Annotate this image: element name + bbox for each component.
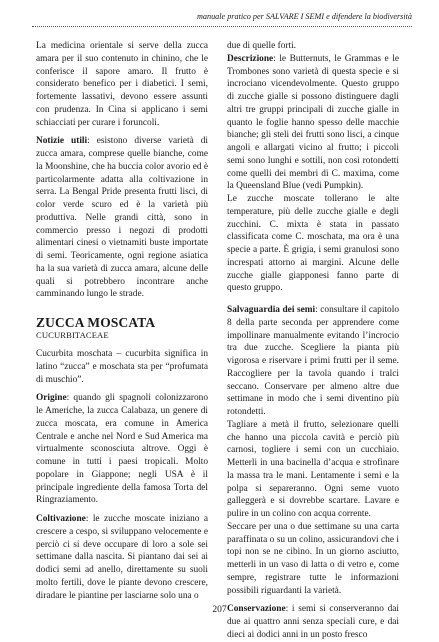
useful-notes-text: : esistono diverse varietà di zucca amara, comprese quelle bianche, come la Moonshine, che ha buccia color avorio ed è particolarmente adatta alla coltivazione in serra. La Bengal Pride presenta frutti lisci, di color verde scuro ed è la varietà più produttiva. Nelle grandi città, sono in commercio presso i negozi di prodotti alimentari cinesi o vietnamiti buste importate di semi. Teoricamente, ogni regione asiatica ha la sua varietà di zucca amara, alcune delle quali si potrebbero incontrare anche camminando lungo le strade. [36, 136, 209, 300]
page-number: 207 [212, 605, 227, 615]
running-header-title: manuale pratico per SALVARE I SEMI e difendere la biodiversità [196, 12, 412, 21]
origin-text: : quando gli spagnoli colonizzarono le Americhe, la zucca Calabaza, un genere di zucca moscata, era comune in America Centrale e anche nel Nord e Sud America ma virtualmente sconosciuta altrove. Oggi è comune in tutti i paesi tropicali. Molto popolare in Giappone; negli USA è il principale ingrediente della famosa Torta del Ringraziamento. [36, 393, 208, 506]
seed-saving-text: : consultare il capitolo 8 della parte seconda per apprendere come impollinare manualmente evitando l’incrocio tra due zucche. Scegliere la pianta più vigorosa e riservare i primi frutti per il seme. Raccogliere per la tavola quando i tralci seccano. Conservare per almeno altre due settimane in modo che i semi diventino più rotondetti. [227, 305, 399, 417]
section-family: CUCURBITACEAE [36, 330, 109, 340]
paragraph-continuation: due di quelle forti. [227, 41, 297, 51]
cultivation-heading: Coltivazione [36, 514, 86, 524]
seed-saving-heading: Salvaguardia dei semi [227, 305, 316, 315]
storage-text: : i semi si conserveranno dai due ai quattro anni senza speciali cure, e dai dieci ai dodici anni in un posto fresco [227, 604, 399, 640]
paragraph-seed-drying: Seccare per una o due settimane su una carta paraffinata o su un colino, assicurandovi che i topi non se ne cibino. In un giorno asciutto, metterli in un vaso di latta o di vetro e, come sempre, registrare tutte le informazioni possibili riguardanti la varietà. [227, 521, 399, 596]
paragraph-bitter-gourd-medicine: La medicina orientale si serve della zucca amara per il suo contenuto in chinino, che le conferisce il sapore amaro. Il frutto è considerato benefico per i diabetici. I semi, fortemente lassativi, devono essere assunti con prudenza. In Cina si applicano i semi schiacciati per curare i foruncoli. [36, 41, 208, 128]
section-title: ZUCCA MOSCATA [36, 315, 156, 330]
paragraph-latin-name: Cucurbita moschata – cucurbita significa in latino “zucca” e moschata sta per “profumata di muschio”. [36, 349, 208, 385]
paragraph-seed-cleaning: Tagliare a metà il frutto, selezionare quelli che hanno una piccola cavità e perciò più carnosi, togliere i semi con un cucchiaio. Metterli in una bacinella d’acqua e strofinare la massa tra le mani. Lentamente i semi e la polpa si separeranno. Ogni seme vuoto galleggerà e si dovrebbe scartare. Lavare e pulire in un colino con acqua corrente. [227, 419, 399, 519]
description-text: : le Butternuts, le Grammas e le Trombones sono varietà di questa specie e si incrociano vicendevolmente. Questo gruppo di zucche gialle si possono distinguere dagli altri tre gruppi principali di zucche gialle in quanto le foglie hanno spesso delle macchie bianche; gli steli dei frutti sono lisci, a cinque angoli e allargati vicino al frutto; i piccoli semi sono lunghi e sottili, non così rotondetti come quelli dei membri di C. maxima, come la Queensland Blue (vedi Pumpkin). [227, 53, 399, 192]
origin-heading: Origine [36, 393, 67, 404]
storage-heading: Conservazione [227, 604, 286, 615]
right-column [227, 40, 399, 642]
description-heading: Descrizione [227, 53, 274, 64]
running-header [32, 10, 412, 27]
paragraph-temperature: Le zucche moscate tollerano le alte temperature, più delle zucche gialle e degli zucchini. C. mixta è stata in passato classificata come C. moschata, ma ora è una specie a parte. È grigia, i semi granulosi sono increspati attorno ai margini. Alcune delle zucche gialle giapponesi fanno parte di questo gruppo. [227, 194, 399, 294]
left-column [36, 40, 208, 602]
cultivation-text: : le zucche moscate iniziano a crescere a cespo, si sviluppano velocemente e perciò ci si deve occupare di loro a sole sei settimane dalla nascita. Si piantano dai sei ai dodici semi ad anello, direttamente su suoli molto fertili, dove le piante devono crescere, diradare le piantine per lasciarne solo una o [36, 514, 208, 601]
useful-notes-heading: Notizie utili [36, 136, 88, 147]
